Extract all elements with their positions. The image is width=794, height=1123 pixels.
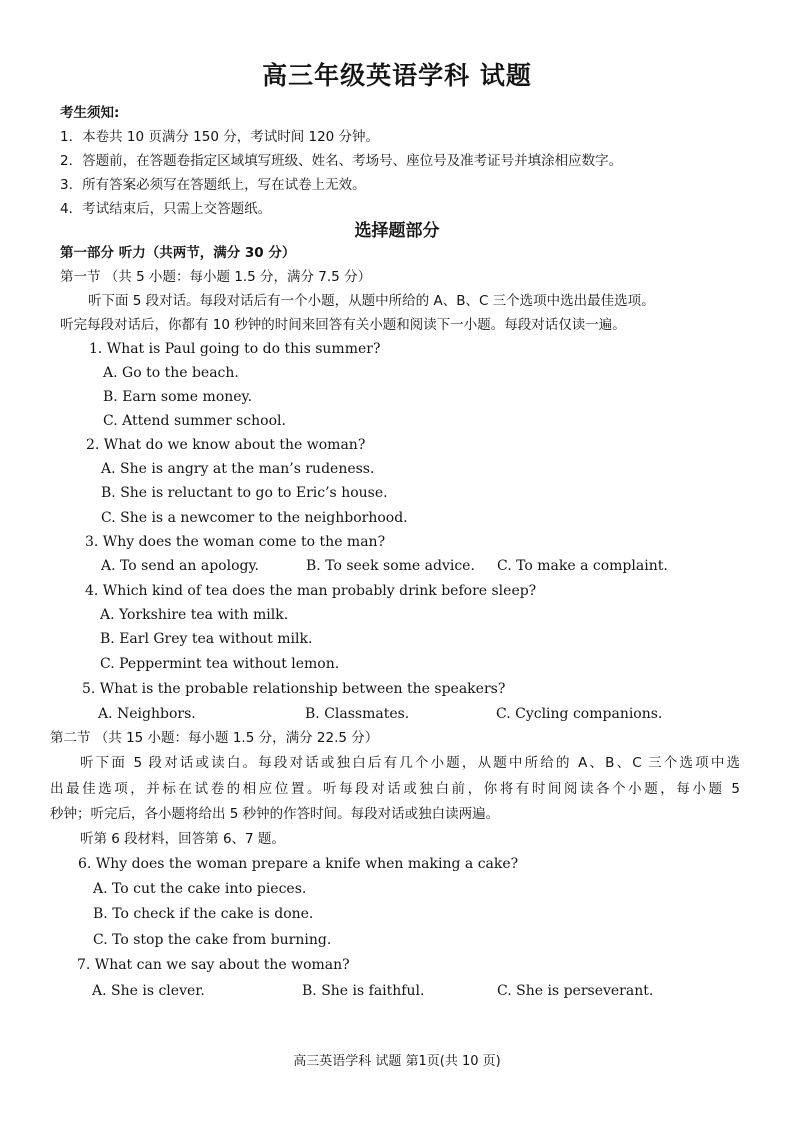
option-c: C. She is perseverant. (497, 983, 654, 999)
sec2-instruction: 出最佳选项，并标在试卷的相应位置。听每段对话或独白前，你将有时间阅读各个小题，每小题 5 (50, 781, 740, 797)
option-a: A. She is clever. (92, 983, 205, 999)
question-2: 2. What do we know about the woman? (86, 437, 366, 453)
question-5: 5. What is the probable relationship between the speakers? (82, 681, 506, 697)
option-b: B. Earn some money. (103, 389, 253, 405)
part1-heading: 第一部分 听力（共两节，满分 30 分） (60, 245, 296, 261)
option-c: C. She is a newcomer to the neighborhood. (101, 510, 408, 526)
option-a: A. Yorkshire tea with milk. (100, 607, 289, 623)
material-note: 听第 6 段材料，回答第 6、7 题。 (80, 831, 285, 847)
option-c: C. To stop the cake from burning. (93, 932, 332, 948)
page-footer: 高三英语学科 试题 第1页(共 10 页) (293, 1054, 501, 1069)
question-6: 6. Why does the woman prepare a knife when making a cake? (78, 856, 519, 872)
option-b: B. To seek some advice. (306, 558, 475, 574)
option-c: C. Attend summer school. (103, 413, 286, 429)
option-b: B. Classmates. (305, 706, 410, 722)
option-a: A. Go to the beach. (103, 365, 239, 381)
option-c: C. To make a complaint. (497, 558, 668, 574)
option-a: A. To cut the cake into pieces. (93, 881, 307, 897)
notice-item: 1．本卷共 10 页满分 150 分，考试时间 120 分钟。 (60, 129, 380, 145)
section-title: 选择题部分 (354, 221, 440, 241)
sec1-instruction: 听完每段对话后，你都有 10 秒钟的时间来回答有关小题和阅读下一小题。每段对话仅读一遍。 (60, 317, 626, 333)
option-c: C. Peppermint tea without lemon. (100, 656, 340, 672)
question-4: 4. Which kind of tea does the man probably drink before sleep? (85, 583, 537, 599)
notice-item: 2．答题前，在答题卷指定区域填写班级、姓名、考场号、座位号及准考证号并填涂相应数字。 (60, 153, 623, 169)
option-a: A. Neighbors. (98, 706, 196, 722)
option-b: B. To check if the cake is done. (93, 906, 314, 922)
option-b: B. Earl Grey tea without milk. (100, 631, 313, 647)
sec2-instruction: 秒钟；听完后，各小题将给出 5 秒钟的作答时间。每段对话或独白读两遍。 (50, 806, 500, 822)
option-b: B. She is faithful. (302, 983, 425, 999)
option-b: B. She is reluctant to go to Eric’s house. (101, 485, 388, 501)
question-3: 3. Why does the woman come to the man? (85, 534, 386, 550)
sec2-heading: 第二节 （共 15 小题：每小题 1.5 分，满分 22.5 分） (50, 730, 379, 746)
sec1-heading: 第一节 （共 5 小题：每小题 1.5 分，满分 7.5 分） (60, 269, 372, 285)
sec2-instruction: 听下面 5 段对话或读白。每段对话或独白后有几个小题，从题中所给的 A、B、C 三个选项中选 (80, 755, 740, 771)
notice-item: 3．所有答案必须写在答题纸上，写在试卷上无效。 (60, 177, 366, 193)
sec1-instruction: 听下面 5 段对话。每段对话后有一个小题，从题中所给的 A、B、C 三个选项中选出最佳选项。 (88, 293, 655, 309)
option-a: A. She is angry at the man’s rudeness. (101, 461, 375, 477)
notice-item: 4．考试结束后，只需上交答题纸。 (60, 201, 272, 217)
option-a: A. To send an apology. (101, 558, 259, 574)
question-7: 7. What can we say about the woman? (77, 957, 350, 973)
notice-heading: 考生须知: (60, 105, 120, 121)
option-c: C. Cycling companions. (496, 706, 663, 722)
page-title: 高三年级英语学科 试题 (262, 61, 532, 90)
question-1: 1. What is Paul going to do this summer? (89, 341, 381, 357)
